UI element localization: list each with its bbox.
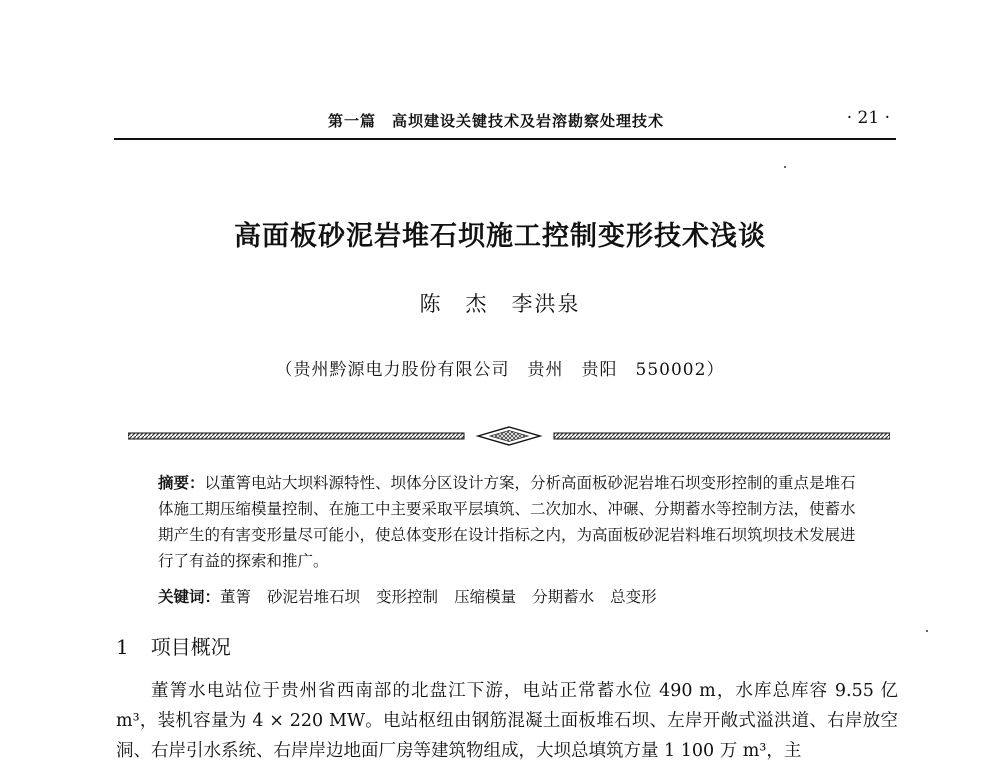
abstract	[158, 470, 870, 574]
keyword: 砂泥岩堆石坝	[267, 588, 361, 606]
scan-speck	[784, 166, 786, 168]
decorative-divider	[128, 424, 890, 448]
page-number: · 21 ·	[846, 108, 890, 128]
series-title: 第一篇 高坝建设关键技术及岩溶勘察处理技术	[328, 112, 665, 130]
keyword: 董箐	[220, 588, 252, 606]
section-title: 项目概况	[150, 635, 231, 659]
keyword: 总变形	[610, 588, 657, 606]
divider-bar-left	[128, 433, 464, 439]
paper-title: 高面板砂泥岩堆石坝施工控制变形技术浅谈	[234, 221, 766, 252]
keyword: 分期蓄水	[532, 588, 595, 606]
keywords-label: 关键词：	[158, 588, 221, 606]
scan-speck	[926, 630, 928, 632]
section-number: 1	[116, 635, 129, 659]
abstract-label: 摘要：	[158, 474, 205, 492]
authors: 陈 杰 李洪泉	[419, 292, 581, 316]
running-header	[114, 104, 896, 138]
section-heading	[116, 631, 231, 660]
header-rule	[114, 138, 896, 140]
divider-bar-right	[554, 433, 890, 439]
abstract-text: 以董箐电站大坝料源特性、坝体分区设计方案，分析高面板砂泥岩堆石坝变形控制的重点是堆石体施工期压缩模量控制、在施工中主要采取平层填筑、二次加水、冲碾、分期蓄水等控制方法，使蓄水期产生的有害变形量尽可能小，使总体变形在设计指标之内，为高面板砂泥岩料堆石坝筑坝技术发展进行了有益的探索和推广。	[158, 474, 856, 570]
keyword: 变形控制	[376, 588, 439, 606]
keyword: 压缩模量	[454, 588, 517, 606]
keywords	[158, 585, 870, 607]
body-paragraph: 董箐水电站位于贵州省西南部的北盘江下游，电站正常蓄水位 490 m，水库总库容 9.55 亿 m³，装机容量为 4 × 220 MW。电站枢纽由钢筋混凝土面板堆石坝、左岸开敞式溢洪道、右岸放空洞、右岸引水系统、右岸岸边地面厂房等建筑物组成，大坝总填筑方量 1 100 万 m³，主	[116, 681, 898, 761]
affiliation: （贵州黔源电力股份有限公司 贵州 贵阳 550002）	[275, 360, 725, 380]
